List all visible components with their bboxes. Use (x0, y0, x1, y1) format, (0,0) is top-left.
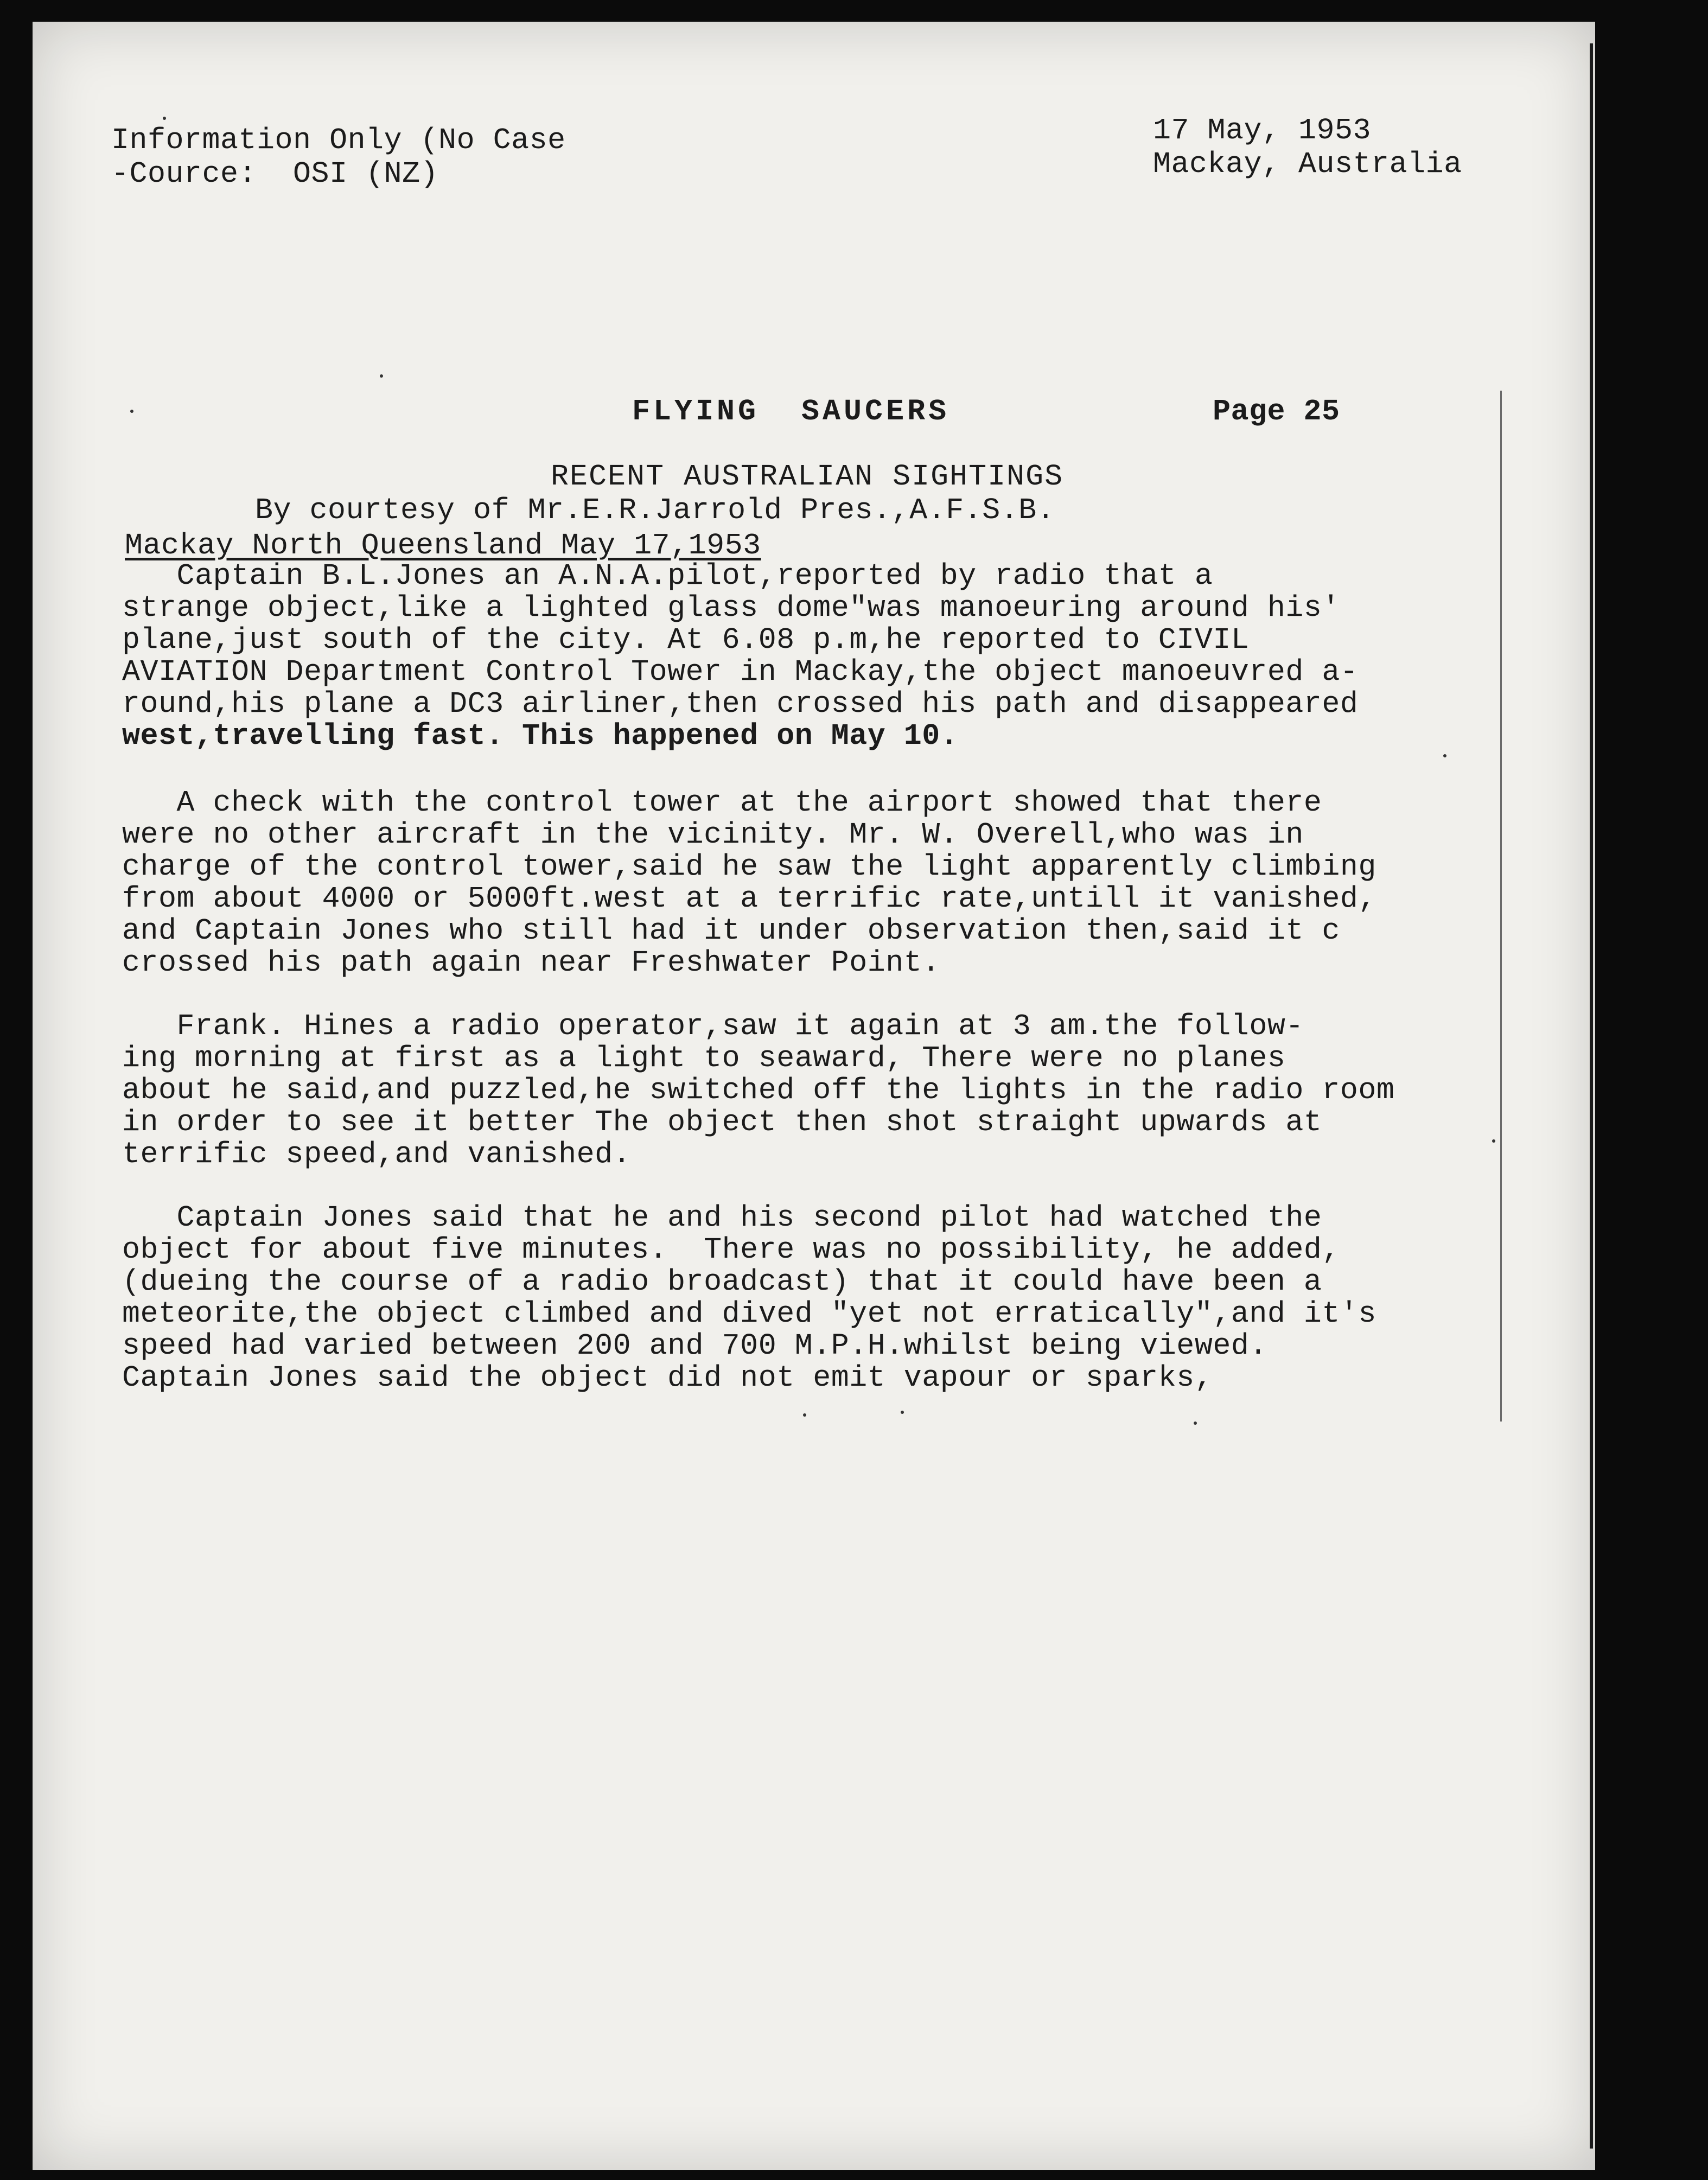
header-source-line: -Cource: OSI (NZ) (111, 157, 439, 191)
paragraph-line: A check with the control tower at the airport showed that there (122, 786, 1322, 820)
byline: By courtesy of Mr.E.R.Jarrold Pres.,A.F.S.B. (255, 493, 1055, 527)
paragraph-line: Captain Jones said the object did not emit vapour or sparks, (122, 1361, 1213, 1395)
page-edge-rule (1590, 43, 1593, 2149)
paragraph-line: speed had varied between 200 and 700 M.P.H.whilst being viewed. (122, 1329, 1267, 1363)
paragraph-bold-line: west,travelling fast. This happened on May 10. (122, 719, 959, 753)
paragraph-line: terrific speed,and vanished. (122, 1137, 632, 1171)
header-info-line: Information Only (No Case (111, 123, 566, 157)
paragraph-line: Captain B.L.Jones an A.N.A.pilot,reported by radio that a (122, 559, 1213, 593)
scan-speck (1492, 1139, 1495, 1143)
scan-speck (1443, 754, 1446, 757)
dateline: Mackay North Queensland May 17,1953 (125, 528, 761, 563)
paragraph-line: (dueing the course of a radio broadcast) that it could have been a (122, 1265, 1322, 1299)
scan-speck (130, 410, 133, 413)
document-title: FLYING SAUCERS (632, 394, 950, 429)
header-place: Mackay, Australia (1153, 147, 1462, 181)
paragraph-line: plane,just south of the city. At 6.08 p.m,he reported to CIVIL (122, 623, 1250, 657)
paragraph-line: round,his plane a DC3 airliner,then crossed his path and disappeared (122, 687, 1359, 721)
paragraph-line: were no other aircraft in the vicinity. Mr. W. Overell,who was in (122, 818, 1304, 852)
paragraph-line: in order to see it better The object then shot straight upwards at (122, 1105, 1322, 1139)
paragraph-line: ing morning at first as a light to seaward, There were no planes (122, 1041, 1286, 1075)
paragraph-line: meteorite,the object climbed and dived "yet not erratically",and it's (122, 1297, 1376, 1331)
scan-speck (1194, 1422, 1197, 1425)
paragraph-line: about he said,and puzzled,he switched off the lights in the radio room (122, 1073, 1395, 1107)
document-subtitle: RECENT AUSTRALIAN SIGHTINGS (551, 460, 1064, 494)
scan-speck (901, 1411, 904, 1414)
margin-rule (1500, 391, 1502, 1422)
paragraph-line: crossed his path again near Freshwater Point. (122, 946, 940, 980)
paragraph-line: Frank. Hines a radio operator,saw it again at 3 am.the follow- (122, 1009, 1304, 1043)
paragraph-line: from about 4000 or 5000ft.west at a terrific rate,untill it vanished, (122, 882, 1376, 916)
paragraph-line: Captain Jones said that he and his second pilot had watched the (122, 1201, 1322, 1235)
page-number: Page 25 (1213, 394, 1340, 429)
paragraph-line: object for about five minutes. There was no possibility, he added, (122, 1233, 1340, 1267)
paragraph-4 (122, 1202, 1376, 1394)
scan-speck (380, 374, 383, 378)
header-left (111, 124, 566, 191)
header-right (1153, 114, 1462, 181)
scan-speck (803, 1413, 806, 1417)
paragraph-1 (122, 560, 1358, 752)
paragraph-2 (122, 787, 1376, 979)
paragraph-line: and Captain Jones who still had it under observation then,said it c (122, 914, 1340, 948)
paragraph-3 (122, 1010, 1394, 1170)
paragraph-line: strange object,like a lighted glass dome"was manoeuring around his' (122, 591, 1340, 625)
header-date: 17 May, 1953 (1153, 113, 1372, 148)
paragraph-line: charge of the control tower,said he saw the light apparently climbing (122, 850, 1376, 884)
paragraph-line: AVIATION Department Control Tower in Mackay,the object manoeuvred a- (122, 655, 1359, 689)
scan-speck (163, 117, 166, 120)
